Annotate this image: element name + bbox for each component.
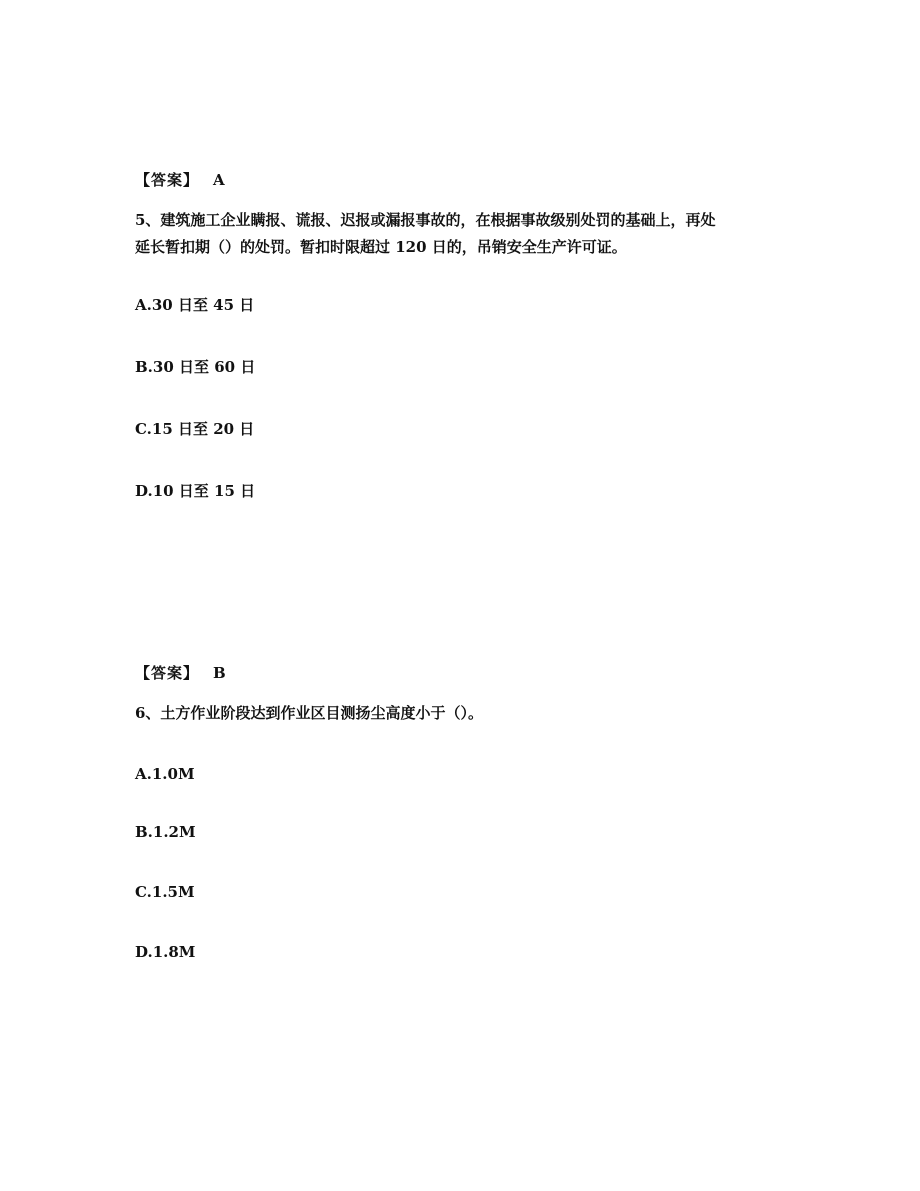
answer-label: 【答案】	[135, 664, 200, 682]
question-6-option-c: C.1.5M	[135, 883, 195, 901]
question-6	[135, 700, 785, 727]
answer-value: B	[213, 664, 226, 682]
answer-line-2	[135, 661, 226, 685]
answer-label: 【答案】	[135, 171, 200, 189]
question-5-option-c: C.15 日至 20 日	[135, 420, 255, 438]
question-5	[135, 207, 785, 261]
question-6-option-a: A.1.0M	[135, 765, 195, 783]
question-5-line-1: 5、建筑施工企业瞒报、谎报、迟报或漏报事故的，在根据事故级别处罚的基础上，再处	[135, 211, 716, 229]
question-6-option-b: B.1.2M	[135, 823, 196, 841]
question-5-option-b: B.30 日至 60 日	[135, 358, 256, 376]
question-5-line-2: 延长暂扣期（）的处罚。暂扣时限超过 120 日的，吊销安全生产许可证。	[135, 238, 627, 256]
question-5-option-a: A.30 日至 45 日	[135, 296, 255, 314]
answer-line-1	[135, 168, 225, 192]
question-5-option-d: D.10 日至 15 日	[135, 482, 256, 500]
question-6-option-d: D.1.8M	[135, 943, 196, 961]
answer-value: A	[213, 171, 225, 189]
question-6-line-1: 6、土方作业阶段达到作业区目测扬尘高度小于（）。	[135, 704, 483, 722]
